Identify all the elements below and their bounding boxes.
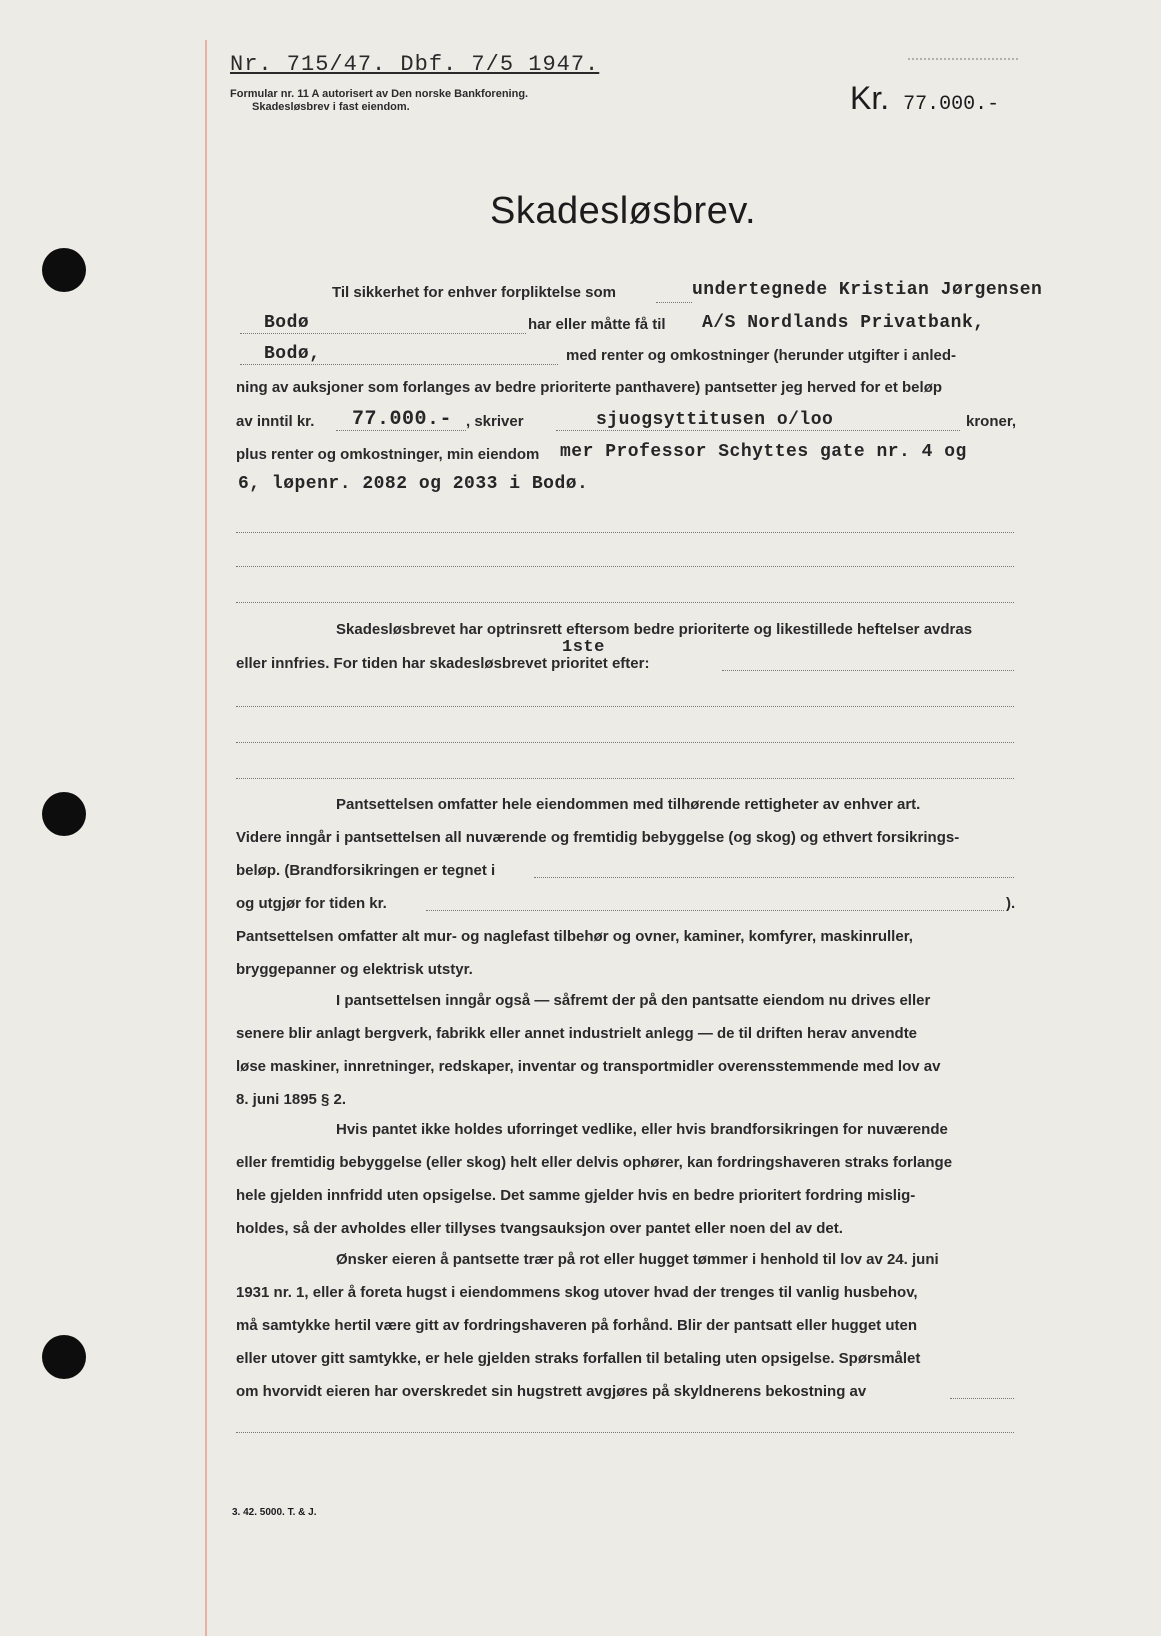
creditor-city: Bodø,	[264, 344, 321, 364]
amount-value: 77.000.-	[903, 93, 1000, 116]
intro-line-4: ning av auksjoner som forlanges av bedre prioriterte panthavere) pantsetter jeg herved for et beløp	[236, 379, 943, 396]
dotted-line	[426, 910, 1004, 911]
dotted-line	[950, 1398, 1014, 1399]
scope-p2-l2: senere blir anlagt bergverk, fabrikk eller annet industrielt anlegg — de til driften herav anvendte	[236, 1025, 918, 1042]
margin-line	[205, 40, 207, 1636]
priority-rank: 1ste	[562, 638, 605, 657]
currency-label: kroner,	[966, 413, 1017, 430]
scope-p1-l5: Pantsettelsen omfatter alt mur- og naglefast tilbehør og ovner, kaminer, komfyrer, maskinruller,	[236, 928, 913, 945]
amount-words: sjuogsyttitusen o/loo	[596, 410, 834, 430]
faint-mark	[908, 58, 1018, 64]
amount-figures: 77.000.-	[352, 408, 453, 431]
dotted-line	[534, 877, 1014, 878]
intro-line-2: har eller måtte få til	[528, 316, 666, 333]
scope-p2-l3: løse maskiner, innretninger, redskaper, inventar og transportmidler overensstemmende med lov av	[236, 1058, 941, 1075]
punch-hole	[42, 248, 86, 292]
dotted-line	[240, 364, 558, 365]
intro-line-1: Til sikkerhet for enhver forpliktelse som	[332, 284, 616, 301]
priority-line-2: eller innfries. For tiden har skadesløsbrevet prioritet efter:	[236, 655, 650, 672]
scope-p1-l1: Pantsettelsen omfatter hele eiendommen med tilhørende rettigheter av enhver art.	[336, 796, 921, 813]
dotted-line	[236, 566, 1014, 567]
scope-p1-l6: bryggepanner og elektrisk utstyr.	[236, 961, 473, 978]
reference-number: Nr. 715/47. Dbf. 7/5 1947.	[230, 52, 600, 77]
scope-p4-l2: 1931 nr. 1, eller å foreta hugst i eiendommens skog utover hvad der trenges til vanlig husbehov,	[236, 1284, 918, 1301]
scope-p2-l4: 8. juni 1895 § 2.	[236, 1091, 347, 1108]
amount-label: av inntil kr.	[236, 413, 315, 430]
scope-p3-l1: Hvis pantet ikke holdes uforringet vedlike, eller hvis brandforsikringen for nuværende	[336, 1121, 948, 1138]
scope-p4-l3: må samtykke hertil være gitt av fordringshaveren på forhånd. Blir der pantsatt eller hugget uten	[236, 1317, 917, 1334]
dotted-line	[236, 778, 1014, 779]
dotted-line	[336, 430, 466, 431]
dotted-line	[722, 670, 1014, 671]
amount-words-label: , skriver	[466, 413, 524, 430]
scope-p1-l2: Videre inngår i pantsettelsen all nuværende og fremtidig bebyggelse (og skog) og ethvert forsikrings-	[236, 829, 960, 846]
scope-p1-l4-end: ).	[1006, 895, 1016, 912]
scope-p1-l3: beløp. (Brandforsikringen er tegnet i	[236, 862, 496, 879]
dotted-line	[236, 1432, 1014, 1433]
debtor-name: undertegnede Kristian Jørgensen	[692, 280, 1043, 300]
dotted-line	[236, 532, 1014, 533]
dotted-line	[236, 706, 1014, 707]
property-parcels: 6, løpenr. 2082 og 2033 i Bodø.	[238, 474, 589, 494]
dotted-line	[556, 430, 960, 431]
intro-line-3: med renter og omkostninger (herunder utgifter i anled-	[566, 347, 957, 364]
creditor-name: A/S Nordlands Privatbank,	[702, 313, 985, 333]
scope-p4-l4: eller utover gitt samtykke, er hele gjelden straks forfallen til betaling uten opsigelse. Spørsmålet	[236, 1350, 921, 1367]
scope-p1-l4: og utgjør for tiden kr.	[236, 895, 387, 912]
dotted-line	[236, 742, 1014, 743]
priority-line-1: Skadesløsbrevet har optrinsrett eftersom bedre prioriterte og likestillede heftelser avdras	[336, 621, 973, 638]
scope-p3-l3: hele gjelden innfridd uten opsigelse. Det samme gjelder hvis en bedre prioritert fordring mislig-	[236, 1187, 916, 1204]
document-title: Skadesløsbrev.	[490, 190, 757, 232]
dotted-line	[656, 302, 692, 303]
punch-hole	[42, 1335, 86, 1379]
dotted-line	[240, 333, 526, 334]
dotted-line	[236, 602, 1014, 603]
scope-p4-l1: Ønsker eieren å pantsette trær på rot eller hugget tømmer i henhold til lov av 24. juni	[336, 1251, 939, 1268]
scope-p3-l2: eller fremtidig bebyggelse (eller skog) helt eller delvis ophører, kan fordringshaveren straks forlange	[236, 1154, 953, 1171]
amount-prefix: Kr.	[850, 80, 890, 116]
scope-p2-l1: I pantsettelsen inngår også — såfremt der på den pantsatte eiendom nu drives eller	[336, 992, 931, 1009]
amount-header	[850, 80, 999, 117]
property-address: mer Professor Schyttes gate nr. 4 og	[560, 442, 967, 462]
punch-hole	[42, 792, 86, 836]
form-line-1: Formular nr. 11 A autorisert av Den norske Bankforening.	[230, 88, 529, 100]
debtor-city: Bodø	[264, 313, 310, 333]
print-code: 3. 42. 5000. T. & J.	[232, 1507, 317, 1518]
form-line-2: Skadesløsbrev i fast eiendom.	[252, 101, 410, 113]
scope-p4-l5: om hvorvidt eieren har overskredet sin hugstrett avgjøres på skyldnerens bekostning av	[236, 1383, 867, 1400]
property-label: plus renter og omkostninger, min eiendom	[236, 446, 540, 463]
scope-p3-l4: holdes, så der avholdes eller tillyses tvangsauksjon over pantet eller noen del av det.	[236, 1220, 843, 1237]
